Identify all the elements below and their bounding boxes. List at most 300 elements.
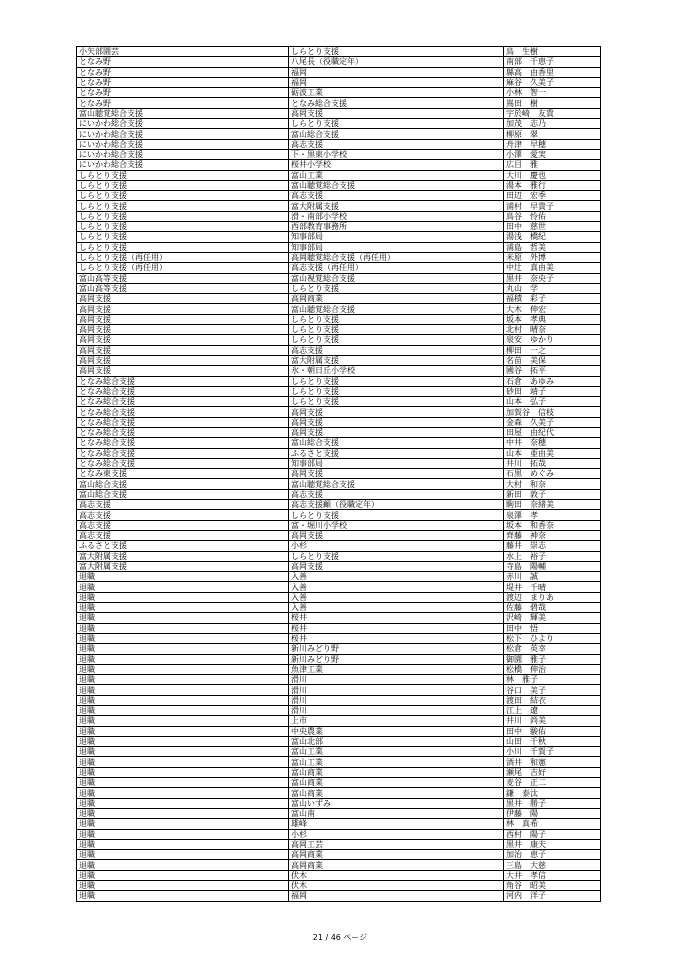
from-school-cell: 高岡支援 bbox=[77, 314, 289, 324]
from-school-cell: 退職 bbox=[77, 613, 289, 623]
table-row bbox=[77, 304, 601, 314]
from-school-cell: となみ野 bbox=[77, 88, 289, 98]
table-row bbox=[77, 201, 601, 211]
person-name-cell: 宇於崎 友貴 bbox=[504, 108, 601, 118]
from-school-cell: 退職 bbox=[77, 850, 289, 860]
table-row bbox=[77, 98, 601, 108]
to-school-cell: 富山総合支援 bbox=[289, 129, 504, 139]
person-name-cell: 石倉 あゆみ bbox=[504, 376, 601, 386]
person-name-cell: 柳原 翠 bbox=[504, 129, 601, 139]
person-name-cell: 田中 悟 bbox=[504, 623, 601, 633]
from-school-cell: 小矢部園芸 bbox=[77, 47, 289, 57]
person-name-cell: 山田 千秋 bbox=[504, 736, 601, 746]
table-row bbox=[77, 510, 601, 520]
table-row bbox=[77, 397, 601, 407]
table-row bbox=[77, 479, 601, 489]
person-name-cell: 藤井 崇志 bbox=[504, 541, 601, 551]
person-name-cell: 加治 恵子 bbox=[504, 850, 601, 860]
person-name-cell: 福積 彩子 bbox=[504, 294, 601, 304]
to-school-cell: 富大附属支援 bbox=[289, 355, 504, 365]
person-name-cell: 齊藤 神奈 bbox=[504, 530, 601, 540]
table-row bbox=[77, 551, 601, 561]
person-name-cell: 泉澤 孝 bbox=[504, 510, 601, 520]
to-school-cell: 西部教育事務所 bbox=[289, 222, 504, 232]
from-school-cell: 退職 bbox=[77, 644, 289, 654]
from-school-cell: 富山聴覚総合支援 bbox=[77, 108, 289, 118]
from-school-cell: しらとり支援 bbox=[77, 232, 289, 242]
to-school-cell: 富山工業 bbox=[289, 170, 504, 180]
person-name-cell: 麦谷 正二 bbox=[504, 778, 601, 788]
table-row bbox=[77, 335, 601, 345]
to-school-cell: 滑川 bbox=[289, 706, 504, 716]
table-row bbox=[77, 489, 601, 499]
to-school-cell: しらとり支援 bbox=[289, 386, 504, 396]
to-school-cell: 富山聴覚総合支援 bbox=[289, 479, 504, 489]
from-school-cell: 富大附属支援 bbox=[77, 551, 289, 561]
to-school-cell: 高志支援 bbox=[289, 139, 504, 149]
from-school-cell: 富山高等支援 bbox=[77, 273, 289, 283]
to-school-cell: しらとり支援 bbox=[289, 397, 504, 407]
from-school-cell: 富山高等支援 bbox=[77, 283, 289, 293]
person-name-cell: 砂田 靖子 bbox=[504, 386, 601, 396]
from-school-cell: 高志支援 bbox=[77, 530, 289, 540]
from-school-cell: 退職 bbox=[77, 592, 289, 602]
table-row bbox=[77, 149, 601, 159]
from-school-cell: 退職 bbox=[77, 633, 289, 643]
to-school-cell: しらとり支援 bbox=[289, 119, 504, 129]
person-name-cell: 金森 久美子 bbox=[504, 417, 601, 427]
to-school-cell: 高岡支援 bbox=[289, 407, 504, 417]
table-row bbox=[77, 427, 601, 437]
table-row bbox=[77, 438, 601, 448]
table-row bbox=[77, 664, 601, 674]
person-name-cell: 大井 孝信 bbox=[504, 870, 601, 880]
table-row bbox=[77, 561, 601, 571]
to-school-cell: 高岡支援 bbox=[289, 530, 504, 540]
to-school-cell: 入善 bbox=[289, 572, 504, 582]
to-school-cell: 砺波工業 bbox=[289, 88, 504, 98]
to-school-cell: 小杉 bbox=[289, 829, 504, 839]
table-row bbox=[77, 263, 601, 273]
table-row bbox=[77, 273, 601, 283]
from-school-cell: 退職 bbox=[77, 808, 289, 818]
to-school-cell: 上市 bbox=[289, 716, 504, 726]
person-name-cell: 渡田 結衣 bbox=[504, 695, 601, 705]
to-school-cell: 滑川 bbox=[289, 695, 504, 705]
to-school-cell: しらとり支援 bbox=[289, 376, 504, 386]
to-school-cell: しらとり支援 bbox=[289, 314, 504, 324]
table-row bbox=[77, 500, 601, 510]
table-row bbox=[77, 870, 601, 880]
table-row bbox=[77, 798, 601, 808]
table-row bbox=[77, 654, 601, 664]
table-row bbox=[77, 767, 601, 777]
table-row bbox=[77, 67, 601, 77]
from-school-cell: しらとり支援 bbox=[77, 191, 289, 201]
person-name-cell: 酒井 和憲 bbox=[504, 757, 601, 767]
table-row bbox=[77, 57, 601, 67]
to-school-cell: 高岡支援 bbox=[289, 427, 504, 437]
table-row bbox=[77, 685, 601, 695]
table-row bbox=[77, 603, 601, 613]
transfer-roster-table bbox=[76, 46, 601, 902]
to-school-cell: 新川みどり野 bbox=[289, 654, 504, 664]
table-row bbox=[77, 314, 601, 324]
from-school-cell: 退職 bbox=[77, 654, 289, 664]
from-school-cell: にいかわ総合支援 bbox=[77, 119, 289, 129]
person-name-cell: 鳥谷 怜佑 bbox=[504, 211, 601, 221]
person-name-cell: 瀬尾 吉好 bbox=[504, 767, 601, 777]
from-school-cell: 退職 bbox=[77, 685, 289, 695]
from-school-cell: 退職 bbox=[77, 675, 289, 685]
to-school-cell: 高岡支援 bbox=[289, 108, 504, 118]
to-school-cell: しらとり支援 bbox=[289, 335, 504, 345]
person-name-cell: 縣高 由香里 bbox=[504, 67, 601, 77]
to-school-cell: 知事部局 bbox=[289, 458, 504, 468]
from-school-cell: 退職 bbox=[77, 747, 289, 757]
from-school-cell: 退職 bbox=[77, 757, 289, 767]
person-name-cell: 谷口 美子 bbox=[504, 685, 601, 695]
table-row bbox=[77, 520, 601, 530]
to-school-cell: 知事部局 bbox=[289, 232, 504, 242]
from-school-cell: しらとり支援（再任用） bbox=[77, 263, 289, 273]
to-school-cell: となみ総合支援 bbox=[289, 98, 504, 108]
from-school-cell: となみ野 bbox=[77, 98, 289, 108]
from-school-cell: 高岡支援 bbox=[77, 345, 289, 355]
from-school-cell: 退職 bbox=[77, 767, 289, 777]
table-row bbox=[77, 211, 601, 221]
table-row bbox=[77, 541, 601, 551]
table-row bbox=[77, 129, 601, 139]
person-name-cell: 松下 ひより bbox=[504, 633, 601, 643]
to-school-cell: 伏木 bbox=[289, 870, 504, 880]
person-name-cell: 松倉 英幸 bbox=[504, 644, 601, 654]
table-row bbox=[77, 572, 601, 582]
person-name-cell: 小澤 愛実 bbox=[504, 149, 601, 159]
from-school-cell: となみ野 bbox=[77, 57, 289, 67]
to-school-cell: 高志支援（再任用） bbox=[289, 263, 504, 273]
from-school-cell: 高岡支援 bbox=[77, 294, 289, 304]
to-school-cell: 富山商業 bbox=[289, 778, 504, 788]
table-row bbox=[77, 376, 601, 386]
person-name-cell: 沢崎 輝美 bbox=[504, 613, 601, 623]
table-row bbox=[77, 860, 601, 870]
person-name-cell: 江上 遼 bbox=[504, 706, 601, 716]
to-school-cell: 富山総合支援 bbox=[289, 438, 504, 448]
table-row bbox=[77, 180, 601, 190]
from-school-cell: 高岡支援 bbox=[77, 304, 289, 314]
table-row bbox=[77, 469, 601, 479]
to-school-cell: 八尾長（役職定年） bbox=[289, 57, 504, 67]
table-row bbox=[77, 242, 601, 252]
from-school-cell: しらとり支援 bbox=[77, 180, 289, 190]
to-school-cell: 高岡商業 bbox=[289, 850, 504, 860]
person-name-cell: 佐藤 碧哉 bbox=[504, 603, 601, 613]
from-school-cell: 退職 bbox=[77, 623, 289, 633]
table-row bbox=[77, 592, 601, 602]
from-school-cell: 退職 bbox=[77, 736, 289, 746]
person-name-cell: 新田 敦子 bbox=[504, 489, 601, 499]
person-name-cell: 広目 雅 bbox=[504, 160, 601, 170]
from-school-cell: 退職 bbox=[77, 716, 289, 726]
to-school-cell: しらとり支援 bbox=[289, 283, 504, 293]
person-name-cell: 小川 千賀子 bbox=[504, 747, 601, 757]
from-school-cell: しらとり支援 bbox=[77, 170, 289, 180]
table-row bbox=[77, 345, 601, 355]
person-name-cell: 西村 陽子 bbox=[504, 829, 601, 839]
to-school-cell: 高岡支援 bbox=[289, 469, 504, 479]
to-school-cell: 氷・朝日丘小学校 bbox=[289, 366, 504, 376]
table-row bbox=[77, 736, 601, 746]
person-name-cell: 大村 和奈 bbox=[504, 479, 601, 489]
from-school-cell: にいかわ総合支援 bbox=[77, 149, 289, 159]
to-school-cell: 高岡聴覚総合支援（再任用） bbox=[289, 252, 504, 262]
person-name-cell: 渡辺 まりあ bbox=[504, 592, 601, 602]
to-school-cell: 中央農業 bbox=[289, 726, 504, 736]
to-school-cell: 富山いずみ bbox=[289, 798, 504, 808]
from-school-cell: 退職 bbox=[77, 891, 289, 901]
table-row bbox=[77, 819, 601, 829]
table-row bbox=[77, 850, 601, 860]
person-name-cell: 名苗 美保 bbox=[504, 355, 601, 365]
table-row bbox=[77, 232, 601, 242]
table-row bbox=[77, 294, 601, 304]
person-name-cell: 赤川 誠 bbox=[504, 572, 601, 582]
to-school-cell: 入善 bbox=[289, 582, 504, 592]
table-row bbox=[77, 448, 601, 458]
to-school-cell: 高志支援顧（役職定年） bbox=[289, 500, 504, 510]
from-school-cell: 退職 bbox=[77, 664, 289, 674]
to-school-cell: 富山商業 bbox=[289, 767, 504, 777]
to-school-cell: しらとり支援 bbox=[289, 551, 504, 561]
to-school-cell: 福岡 bbox=[289, 77, 504, 87]
to-school-cell: 伏木 bbox=[289, 881, 504, 891]
table-row bbox=[77, 582, 601, 592]
page-number: 21 / 46 ページ bbox=[312, 933, 368, 942]
table-row bbox=[77, 881, 601, 891]
person-name-cell: 田屋 由紀代 bbox=[504, 427, 601, 437]
person-name-cell: 米原 外博 bbox=[504, 252, 601, 262]
table-row bbox=[77, 47, 601, 57]
person-name-cell: 柳田 一之 bbox=[504, 345, 601, 355]
table-row bbox=[77, 829, 601, 839]
person-name-cell: 御園 雅子 bbox=[504, 654, 601, 664]
person-name-cell: 山本 亜由美 bbox=[504, 448, 601, 458]
to-school-cell: 富山工業 bbox=[289, 757, 504, 767]
person-name-cell: 角谷 昭美 bbox=[504, 881, 601, 891]
person-name-cell: 南部 千恵子 bbox=[504, 57, 601, 67]
to-school-cell: 魚津工業 bbox=[289, 664, 504, 674]
table-row bbox=[77, 726, 601, 736]
person-name-cell: 嶌田 樹 bbox=[504, 98, 601, 108]
from-school-cell: 退職 bbox=[77, 582, 289, 592]
table-row bbox=[77, 808, 601, 818]
from-school-cell: となみ野 bbox=[77, 67, 289, 77]
person-name-cell: 黒井 奈央子 bbox=[504, 273, 601, 283]
person-name-cell: 麻谷 久美子 bbox=[504, 77, 601, 87]
from-school-cell: 高岡支援 bbox=[77, 355, 289, 365]
to-school-cell: 桜井 bbox=[289, 623, 504, 633]
to-school-cell: 小杉 bbox=[289, 541, 504, 551]
table-row bbox=[77, 386, 601, 396]
person-name-cell: 國谷 拓平 bbox=[504, 366, 601, 376]
from-school-cell: しらとり支援 bbox=[77, 242, 289, 252]
person-name-cell: 田辺 宏季 bbox=[504, 191, 601, 201]
person-name-cell: 寺島 陽輔 bbox=[504, 561, 601, 571]
from-school-cell: となみ総合支援 bbox=[77, 427, 289, 437]
from-school-cell: 富大附属支援 bbox=[77, 561, 289, 571]
person-name-cell: 中井 奈穂 bbox=[504, 438, 601, 448]
from-school-cell: しらとり支援 bbox=[77, 201, 289, 211]
to-school-cell: 滑川 bbox=[289, 675, 504, 685]
table-row bbox=[77, 417, 601, 427]
table-row bbox=[77, 891, 601, 901]
to-school-cell: 桜井 bbox=[289, 613, 504, 623]
from-school-cell: 退職 bbox=[77, 778, 289, 788]
person-name-cell: 浦村 早貴子 bbox=[504, 201, 601, 211]
from-school-cell: しらとり支援（再任用） bbox=[77, 252, 289, 262]
from-school-cell: 高岡支援 bbox=[77, 366, 289, 376]
to-school-cell: 富山聴覚総合支援 bbox=[289, 180, 504, 190]
from-school-cell: となみ野 bbox=[77, 77, 289, 87]
from-school-cell: 高岡支援 bbox=[77, 335, 289, 345]
table-row bbox=[77, 788, 601, 798]
from-school-cell: 退職 bbox=[77, 726, 289, 736]
from-school-cell: 退職 bbox=[77, 819, 289, 829]
to-school-cell: 富山北部 bbox=[289, 736, 504, 746]
to-school-cell: しらとり支援 bbox=[289, 510, 504, 520]
person-name-cell: 井川 尚美 bbox=[504, 716, 601, 726]
person-name-cell: 丸山 学 bbox=[504, 283, 601, 293]
table-row bbox=[77, 139, 601, 149]
from-school-cell: にいかわ総合支援 bbox=[77, 139, 289, 149]
from-school-cell: 退職 bbox=[77, 788, 289, 798]
from-school-cell: となみ総合支援 bbox=[77, 386, 289, 396]
table-row bbox=[77, 88, 601, 98]
to-school-cell: 新川みどり野 bbox=[289, 644, 504, 654]
person-name-cell: 駒田 奈緒美 bbox=[504, 500, 601, 510]
person-name-cell: 鳥 生樹 bbox=[504, 47, 601, 57]
person-name-cell: 泉安 ゆかり bbox=[504, 335, 601, 345]
person-name-cell: 水上 裕子 bbox=[504, 551, 601, 561]
from-school-cell: となみ総合支援 bbox=[77, 407, 289, 417]
from-school-cell: となみ総合支援 bbox=[77, 417, 289, 427]
table-row bbox=[77, 613, 601, 623]
from-school-cell: 高志支援 bbox=[77, 520, 289, 530]
person-name-cell: 三島 大慈 bbox=[504, 860, 601, 870]
table-row bbox=[77, 191, 601, 201]
to-school-cell: 雄峰 bbox=[289, 819, 504, 829]
person-name-cell: 坂本 和香奈 bbox=[504, 520, 601, 530]
from-school-cell: となみ東支援 bbox=[77, 469, 289, 479]
from-school-cell: となみ総合支援 bbox=[77, 397, 289, 407]
from-school-cell: 高志支援 bbox=[77, 500, 289, 510]
from-school-cell: 退職 bbox=[77, 839, 289, 849]
person-name-cell: 黒井 康夫 bbox=[504, 839, 601, 849]
person-name-cell: 坂本 孝典 bbox=[504, 314, 601, 324]
table-row bbox=[77, 325, 601, 335]
person-name-cell: 田中 慈世 bbox=[504, 222, 601, 232]
person-name-cell: 伊藤 陽 bbox=[504, 808, 601, 818]
to-school-cell: 高志支援 bbox=[289, 191, 504, 201]
from-school-cell: 高志支援 bbox=[77, 510, 289, 520]
table-row bbox=[77, 778, 601, 788]
table-row bbox=[77, 77, 601, 87]
to-school-cell: 高志支援 bbox=[289, 489, 504, 499]
person-name-cell: 小林 智一 bbox=[504, 88, 601, 98]
to-school-cell: 入善 bbox=[289, 603, 504, 613]
to-school-cell: 高岡支援 bbox=[289, 561, 504, 571]
from-school-cell: 退職 bbox=[77, 881, 289, 891]
table-row bbox=[77, 222, 601, 232]
to-school-cell: 桜井 bbox=[289, 633, 504, 643]
person-name-cell: 井川 拓哉 bbox=[504, 458, 601, 468]
person-name-cell: 舟津 早穂 bbox=[504, 139, 601, 149]
from-school-cell: 高岡支援 bbox=[77, 325, 289, 335]
to-school-cell: 高岡商業 bbox=[289, 294, 504, 304]
to-school-cell: 福岡 bbox=[289, 891, 504, 901]
from-school-cell: となみ総合支援 bbox=[77, 448, 289, 458]
table-row bbox=[77, 170, 601, 180]
table-row bbox=[77, 458, 601, 468]
to-school-cell: 高岡支援 bbox=[289, 417, 504, 427]
person-name-cell: 湯本 雅行 bbox=[504, 180, 601, 190]
from-school-cell: しらとり支援 bbox=[77, 211, 289, 221]
table-row bbox=[77, 355, 601, 365]
person-name-cell: 黒井 勝子 bbox=[504, 798, 601, 808]
person-name-cell: 北村 晴奈 bbox=[504, 325, 601, 335]
table-row bbox=[77, 644, 601, 654]
from-school-cell: 退職 bbox=[77, 706, 289, 716]
to-school-cell: しらとり支援 bbox=[289, 325, 504, 335]
table-row bbox=[77, 530, 601, 540]
person-name-cell: 大木 伸宏 bbox=[504, 304, 601, 314]
table-row bbox=[77, 757, 601, 767]
from-school-cell: 退職 bbox=[77, 870, 289, 880]
table-row bbox=[77, 623, 601, 633]
from-school-cell: 富山総合支援 bbox=[77, 479, 289, 489]
table-row bbox=[77, 716, 601, 726]
to-school-cell: 桜井小学校 bbox=[289, 160, 504, 170]
person-name-cell: 田中 駿佑 bbox=[504, 726, 601, 736]
to-school-cell: 富大附属支援 bbox=[289, 201, 504, 211]
to-school-cell: 富・堀川小学校 bbox=[289, 520, 504, 530]
roster-body bbox=[77, 47, 601, 902]
from-school-cell: 退職 bbox=[77, 829, 289, 839]
table-row bbox=[77, 108, 601, 118]
from-school-cell: となみ総合支援 bbox=[77, 458, 289, 468]
person-name-cell: 鎌 泰汰 bbox=[504, 788, 601, 798]
from-school-cell: 退職 bbox=[77, 603, 289, 613]
from-school-cell: となみ総合支援 bbox=[77, 376, 289, 386]
table-row bbox=[77, 283, 601, 293]
person-name-cell: 中辻 真由美 bbox=[504, 263, 601, 273]
from-school-cell: となみ総合支援 bbox=[77, 438, 289, 448]
table-row bbox=[77, 633, 601, 643]
to-school-cell: 富山商業 bbox=[289, 788, 504, 798]
from-school-cell: にいかわ総合支援 bbox=[77, 129, 289, 139]
to-school-cell: 富山南 bbox=[289, 808, 504, 818]
table-row bbox=[77, 407, 601, 417]
table-row bbox=[77, 160, 601, 170]
person-name-cell: 林 雅子 bbox=[504, 675, 601, 685]
to-school-cell: 高志支援 bbox=[289, 345, 504, 355]
to-school-cell: 高岡工芸 bbox=[289, 839, 504, 849]
to-school-cell: 知事部局 bbox=[289, 242, 504, 252]
table-row bbox=[77, 366, 601, 376]
from-school-cell: にいかわ総合支援 bbox=[77, 160, 289, 170]
person-name-cell: 堤井 千晴 bbox=[504, 582, 601, 592]
